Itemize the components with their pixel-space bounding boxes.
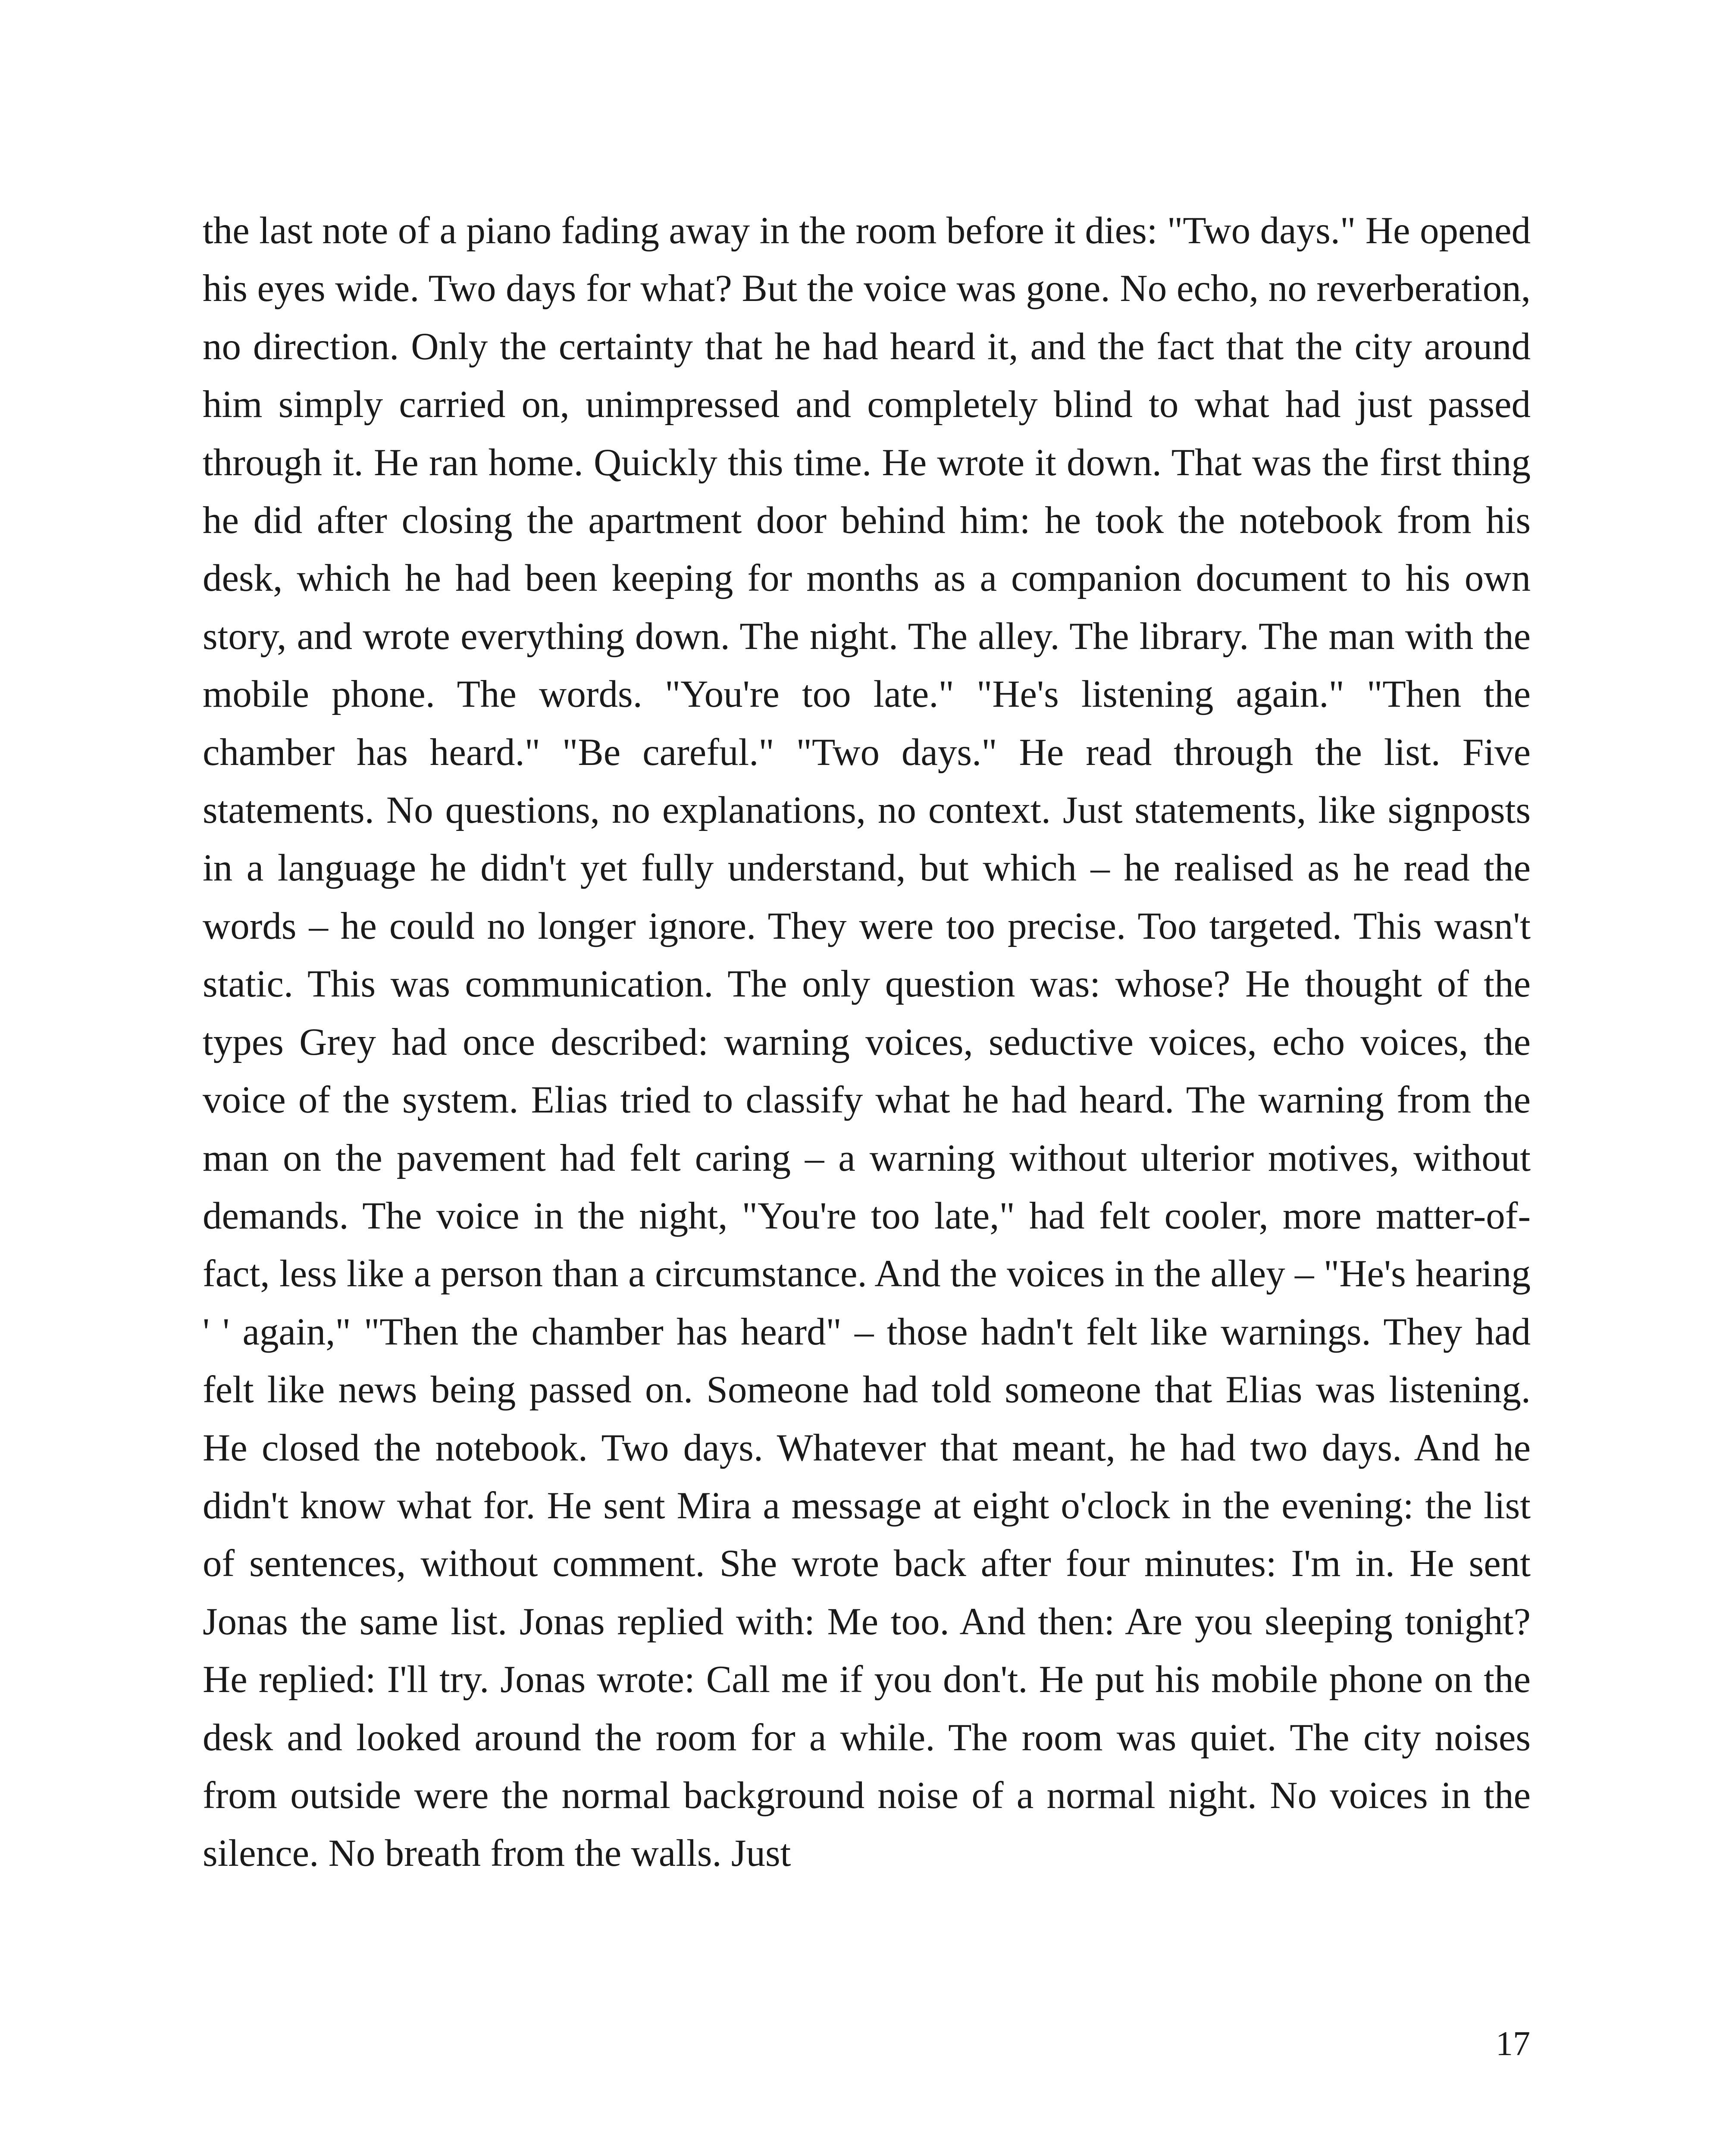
page-number: 17 (1496, 2025, 1530, 2063)
body-paragraph: the last note of a piano fading away in the room before it dies: "Two days." He opened his eyes wide. Two days for what? But the voice was gone. No echo, no reverberation, no direction. Only the certainty that he had heard it, and the fact that the city around him simply carried on, unimpressed and completely blind to what had just passed through it. He ran home. Quickly this time. He wrote it down. That was the first thing he did after closing the apartment door behind him: he took the notebook from his desk, which he had been keeping for months as a companion document to his own story, and wrote everything down. The night. The alley. The library. The man with the mobile phone. The words. "You're too late." "He's listening again." "Then the chamber has heard." "Be careful." "Two days." He read through the list. Five statements. No questions, no explanations, no context. Just statements, like signposts in a language he didn't yet fully understand, but which – he realised as he read the words – he could no longer ignore. They were too precise. Too targeted. This wasn't static. This was communication. The only question was: whose? He thought of the types Grey had once described: warning voices, seductive voices, echo voices, the voice of the system. Elias tried to classify what he had heard. The warning from the man on the pavement had felt caring – a warning without ulterior motives, without demands. The voice in the night, "You're too late," had felt cooler, more matter-of-fact, less like a person than a circumstance. And the voices in the alley – "He's hearing ' ' again," "Then the chamber has heard" – those hadn't felt like warnings. They had felt like news being passed on. Someone had told someone that Elias was listening. He closed the notebook. Two days. Whatever that meant, he had two days. And he didn't know what for. He sent Mira a message at eight o'clock in the evening: the list of sentences, without comment. She wrote back after four minutes: I'm in. He sent Jonas the same list. Jonas replied with: Me too. And then: Are you sleeping tonight? He replied: I'll try. Jonas wrote: Call me if you don't. He put his mobile phone on the desk and looked around the room for a while. The room was quiet. The city noises from outside were the normal background noise of a normal night. No voices in the silence. No breath from the walls. Just (203, 210, 1531, 1875)
